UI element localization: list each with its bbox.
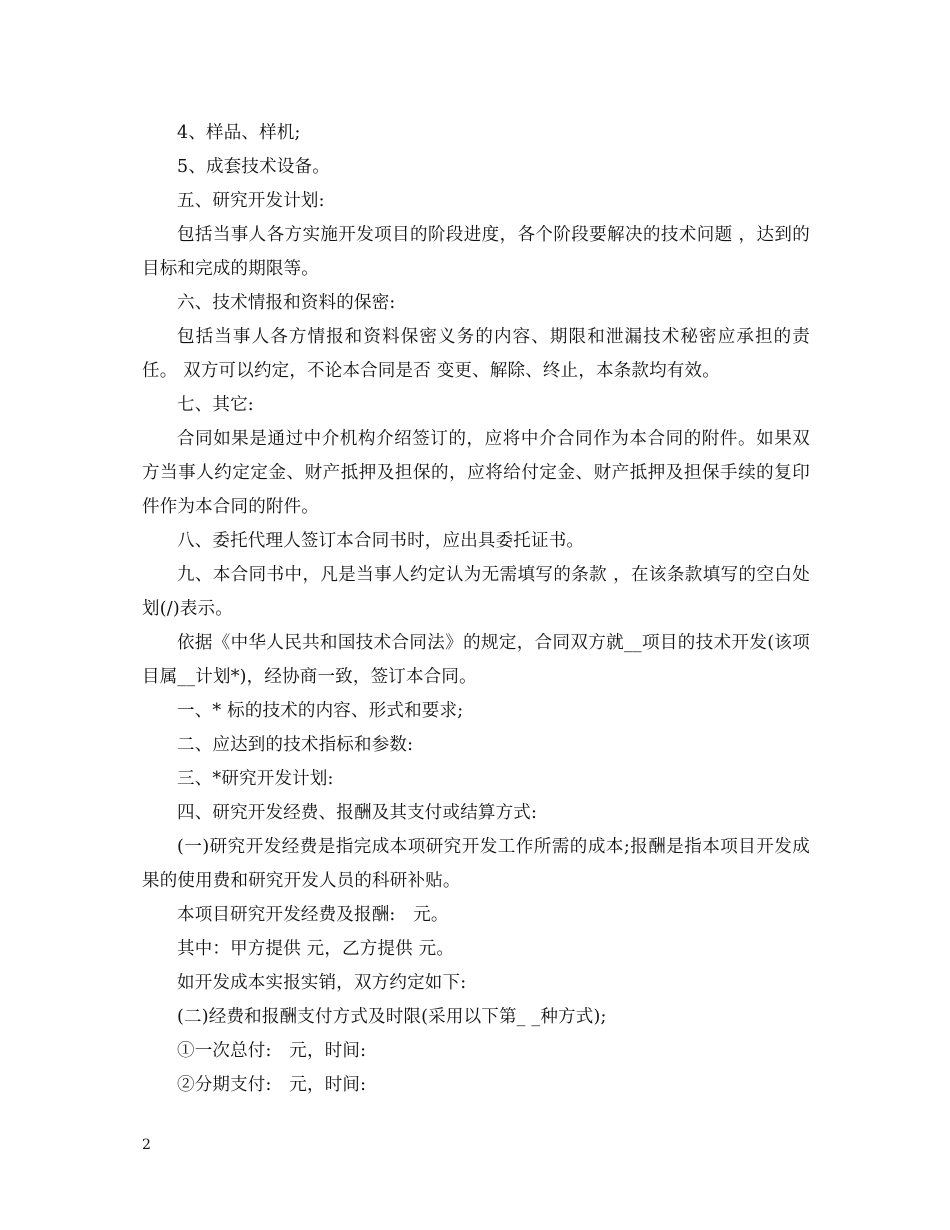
paragraph-actual-cost: 如开发成本实报实销，双方约定如下: — [177, 973, 467, 993]
payment-option-lump-sum: ①一次总付: 元，时间: — [177, 1041, 367, 1061]
paragraph-intermediary: 合同如果是通过中介机构介绍签订的，应将中介合同作为本合同的附件。如果双方当事人约定定金、财产抵押及担保的，应将给付定金、财产抵押及担保手续的复印件作为本合同的附件。 — [142, 429, 810, 517]
paragraph-blank-clauses: 九、本合同书中，凡是当事人约定认为无需填写的条款 ，在该条款填写的空白处划(/)表示。 — [142, 565, 810, 619]
paragraph-funding-definition: (一)研究开发经费是指完成本项研究开发工作所需的成本;报酬是指本项目开发成果的使用费和研究开发人员的科研补贴。 — [142, 837, 810, 891]
clause-research-plan: 三、*研究开发计划: — [177, 769, 334, 789]
paragraph-legal-basis: 依据《中华人民共和国技术合同法》的规定，合同双方就__项目的技术开发(该项目属__计划*)，经协商一致，签订本合同。 — [142, 633, 810, 687]
clause-technical-indicators: 二、应达到的技术指标和参数: — [177, 735, 414, 755]
clause-funding-payment: 四、研究开发经费、报酬及其支付或结算方式: — [177, 803, 538, 823]
paragraph-item-4: 4、样品、样机; — [177, 123, 301, 143]
document-body — [142, 116, 810, 1102]
payment-option-installment: ②分期支付: 元，时间: — [177, 1075, 367, 1095]
paragraph-research-plan: 包括当事人各方实施开发项目的阶段进度，各个阶段要解决的技术问题 ，达到的目标和完成的期限等。 — [142, 225, 810, 279]
paragraph-confidentiality: 包括当事人各方情报和资料保密义务的内容、期限和泄漏技术秘密应承担的责任。 双方可以约定，不论本合同是否 变更、解除、终止，本条款均有效。 — [142, 327, 810, 381]
paragraph-agent: 八、委托代理人签订本合同书时，应出具委托证书。 — [177, 531, 585, 551]
section-heading-research-plan: 五、研究开发计划: — [177, 191, 325, 211]
page-number: 2 — [142, 1137, 151, 1153]
clause-subject-technology: 一、* 标的技术的内容、形式和要求; — [177, 701, 464, 721]
paragraph-funding-split: 其中：甲方提供 元，乙方提供 元。 — [177, 939, 455, 959]
section-heading-other: 七、其它: — [177, 395, 254, 415]
paragraph-item-5: 5、成套技术设备。 — [177, 157, 330, 177]
paragraph-payment-method: (二)经费和报酬支付方式及时限(采用以下第_ _种方式); — [177, 1007, 607, 1027]
paragraph-funding-amount: 本项目研究开发经费及报酬: 元。 — [177, 905, 449, 925]
section-heading-confidentiality: 六、技术情报和资料的保密: — [177, 293, 396, 313]
